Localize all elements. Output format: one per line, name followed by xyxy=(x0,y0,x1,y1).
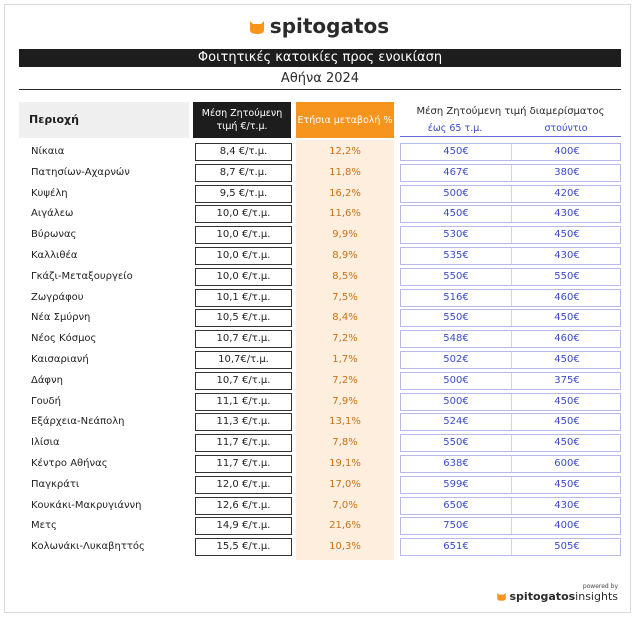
column-header-region: Περιοχή xyxy=(19,102,189,138)
studio-price: 600€ xyxy=(554,457,580,469)
region-cell: Καισαριανή xyxy=(31,353,89,365)
small-apartment-price: 500€ xyxy=(443,374,469,386)
table-row xyxy=(19,372,621,393)
divider xyxy=(19,89,621,90)
change-cell: 8,5% xyxy=(332,270,358,282)
table-row xyxy=(19,476,621,497)
change-cell: 8,4% xyxy=(332,312,358,324)
region-cell: Ιλίσια xyxy=(31,437,60,449)
apartment-cell xyxy=(400,434,621,452)
region-cell: Κουκάκι-Μακρυγιάννη xyxy=(31,499,142,511)
region-cell: Καλλιθέα xyxy=(31,249,78,261)
small-apartment-price: 450€ xyxy=(443,208,469,220)
studio-price: 450€ xyxy=(554,353,580,365)
studio-price: 450€ xyxy=(554,416,580,428)
column-header-price xyxy=(193,102,291,138)
table-row xyxy=(19,247,621,268)
cat-head-icon xyxy=(248,18,266,36)
change-cell: 13,1% xyxy=(329,416,361,428)
region-cell: Κολωνάκι-Λυκαβηττός xyxy=(31,541,145,553)
small-apartment-price: 750€ xyxy=(443,520,469,532)
table-row xyxy=(19,268,621,289)
price-cell: 10,0 €/τ.μ. xyxy=(195,226,292,244)
price-cell: 14,9 €/τ.μ. xyxy=(195,517,292,535)
region-cell: Γκάζι-Μεταξουργείο xyxy=(31,270,133,282)
region-cell: Πατησίων-Αχαρνών xyxy=(31,166,130,178)
apartment-cell xyxy=(400,372,621,390)
column-header-price-line2: τιμή €/τ.μ. xyxy=(216,121,268,132)
column-header-change: Ετήσια μεταβολή % xyxy=(296,102,394,138)
apartment-cell xyxy=(400,497,621,515)
small-apartment-price: 638€ xyxy=(443,457,469,469)
studio-price: 450€ xyxy=(554,478,580,490)
studio-price: 375€ xyxy=(554,374,580,386)
column-header-price-line1: Μέση Ζητούμενη xyxy=(201,108,283,119)
apartment-cell xyxy=(400,205,621,223)
table-row xyxy=(19,455,621,476)
small-apartment-price: 467€ xyxy=(443,166,469,178)
change-cell: 16,2% xyxy=(329,187,361,199)
region-cell: Κέντρο Αθήνας xyxy=(31,457,108,469)
apartment-cell xyxy=(400,330,621,348)
region-cell: Ζωγράφου xyxy=(31,291,84,303)
region-cell: Νίκαια xyxy=(31,146,65,157)
price-cell: 12,6 €/τ.μ. xyxy=(195,497,292,515)
table-row xyxy=(19,497,621,518)
apartment-cell xyxy=(400,268,621,286)
price-cell: 10,5 €/τ.μ. xyxy=(195,309,292,327)
table-row xyxy=(19,309,621,330)
price-cell: 10,1 €/τ.μ. xyxy=(195,289,292,307)
change-cell: 10,3% xyxy=(329,541,361,553)
region-cell: Νέος Κόσμος xyxy=(31,333,97,345)
change-cell: 19,1% xyxy=(329,457,361,469)
price-cell: 11,1 €/τ.μ. xyxy=(195,393,292,411)
studio-price: 450€ xyxy=(554,229,580,241)
studio-price: 450€ xyxy=(554,312,580,324)
small-apartment-price: 500€ xyxy=(443,395,469,407)
table-row xyxy=(19,351,621,372)
table-row xyxy=(19,413,621,434)
divider xyxy=(400,136,621,137)
change-cell: 7,9% xyxy=(332,395,358,407)
small-apartment-price: 450€ xyxy=(443,146,469,157)
column-header-studio: στούντιο xyxy=(544,123,588,134)
region-cell: Βύρωνας xyxy=(31,229,77,241)
change-cell: 7,8% xyxy=(332,437,358,449)
studio-price: 430€ xyxy=(554,249,580,261)
region-cell: Κυψέλη xyxy=(31,187,68,199)
change-cell: 17,0% xyxy=(329,478,361,490)
studio-price: 430€ xyxy=(554,208,580,220)
region-cell: Παγκράτι xyxy=(31,478,80,490)
table-row xyxy=(19,517,621,538)
table-row xyxy=(19,143,621,164)
change-cell: 21,6% xyxy=(329,520,361,532)
page-subtitle: Αθήνα 2024 xyxy=(280,71,360,86)
powered-by-label: powered by xyxy=(582,583,618,590)
table-row xyxy=(19,185,621,206)
price-cell: 11,3 €/τ.μ. xyxy=(195,413,292,431)
region-cell: Γουδή xyxy=(31,395,61,407)
column-header-small-apartment: έως 65 τ.μ. xyxy=(427,123,483,134)
small-apartment-price: 516€ xyxy=(443,291,469,303)
table-row xyxy=(19,393,621,414)
apartment-cell xyxy=(400,517,621,535)
price-cell: 11,7 €/τ.μ. xyxy=(195,455,292,473)
apartment-cell xyxy=(400,393,621,411)
price-cell: 15,5 €/τ.μ. xyxy=(195,538,292,556)
studio-price: 550€ xyxy=(554,270,580,282)
apartment-cell xyxy=(400,226,621,244)
price-cell: 10,7€/τ.μ. xyxy=(195,351,292,369)
small-apartment-price: 524€ xyxy=(443,416,469,428)
studio-price: 400€ xyxy=(554,520,580,532)
table-row xyxy=(19,226,621,247)
price-cell: 12,0 €/τ.μ. xyxy=(195,476,292,494)
small-apartment-price: 550€ xyxy=(443,312,469,324)
change-cell: 9,9% xyxy=(332,229,358,241)
change-cell: 7,2% xyxy=(332,374,358,386)
studio-price: 505€ xyxy=(554,541,580,553)
table-body xyxy=(19,143,621,559)
apartment-cell xyxy=(400,538,621,556)
apartment-cell xyxy=(400,413,621,431)
footer-brand xyxy=(480,590,618,603)
apartment-cell xyxy=(400,455,621,473)
studio-price: 400€ xyxy=(554,146,580,157)
small-apartment-price: 530€ xyxy=(443,229,469,241)
table-row xyxy=(19,538,621,559)
price-cell: 11,7 €/τ.μ. xyxy=(195,434,292,452)
change-cell: 7,2% xyxy=(332,333,358,345)
region-cell: Μετς xyxy=(31,520,57,532)
apartment-cell xyxy=(400,185,621,203)
page-title: Φοιτητικές κατοικίες προς ενοικίαση xyxy=(19,49,621,67)
small-apartment-price: 502€ xyxy=(443,353,469,365)
cat-head-icon xyxy=(496,591,507,602)
change-cell: 12,2% xyxy=(329,146,361,157)
table-row xyxy=(19,164,621,185)
price-cell: 10,0 €/τ.μ. xyxy=(195,205,292,223)
region-cell: Δάφνη xyxy=(31,374,63,386)
change-cell: 8,9% xyxy=(332,249,358,261)
studio-price: 450€ xyxy=(554,395,580,407)
footer-brand-light: insights xyxy=(575,590,618,603)
change-cell: 11,6% xyxy=(329,208,361,220)
price-cell: 9,5 €/τ.μ. xyxy=(195,185,292,203)
studio-price: 460€ xyxy=(554,333,580,345)
region-cell: Αιγάλεω xyxy=(31,208,74,220)
brand-logo xyxy=(0,14,637,38)
apartment-cell xyxy=(400,476,621,494)
brand-name: spitogatos xyxy=(269,14,390,38)
apartment-cell xyxy=(400,309,621,327)
apartment-cell xyxy=(400,143,621,161)
footer-brand-bold: spitogatos xyxy=(509,590,576,603)
column-header-apartment: Μέση Ζητούμενη τιμή διαμερίσματος xyxy=(416,106,605,117)
table-row xyxy=(19,330,621,351)
small-apartment-price: 548€ xyxy=(443,333,469,345)
table-row xyxy=(19,205,621,226)
studio-price: 460€ xyxy=(554,291,580,303)
studio-price: 430€ xyxy=(554,499,580,511)
small-apartment-price: 550€ xyxy=(443,270,469,282)
small-apartment-price: 500€ xyxy=(443,187,469,199)
price-cell: 8,4 €/τ.μ. xyxy=(195,143,292,161)
studio-price: 450€ xyxy=(554,437,580,449)
studio-price: 380€ xyxy=(554,166,580,178)
price-cell: 8,7 €/τ.μ. xyxy=(195,164,292,182)
change-cell: 1,7% xyxy=(332,353,358,365)
small-apartment-price: 535€ xyxy=(443,249,469,261)
apartment-cell xyxy=(400,351,621,369)
price-cell: 10,7 €/τ.μ. xyxy=(195,330,292,348)
region-cell: Νέα Σμύρνη xyxy=(31,312,91,324)
change-cell: 7,5% xyxy=(332,291,358,303)
table-row xyxy=(19,289,621,310)
studio-price: 420€ xyxy=(554,187,580,199)
small-apartment-price: 550€ xyxy=(443,437,469,449)
price-cell: 10,0 €/τ.μ. xyxy=(195,247,292,265)
small-apartment-price: 651€ xyxy=(443,541,469,553)
small-apartment-price: 650€ xyxy=(443,499,469,511)
change-cell: 11,8% xyxy=(329,166,361,178)
apartment-cell xyxy=(400,289,621,307)
change-cell: 7,0% xyxy=(332,499,358,511)
small-apartment-price: 599€ xyxy=(443,478,469,490)
apartment-cell xyxy=(400,164,621,182)
region-cell: Εξάρχεια-Νεάπολη xyxy=(31,416,125,428)
table-row xyxy=(19,434,621,455)
apartment-cell xyxy=(400,247,621,265)
price-cell: 10,0 €/τ.μ. xyxy=(195,268,292,286)
price-cell: 10,7 €/τ.μ. xyxy=(195,372,292,390)
